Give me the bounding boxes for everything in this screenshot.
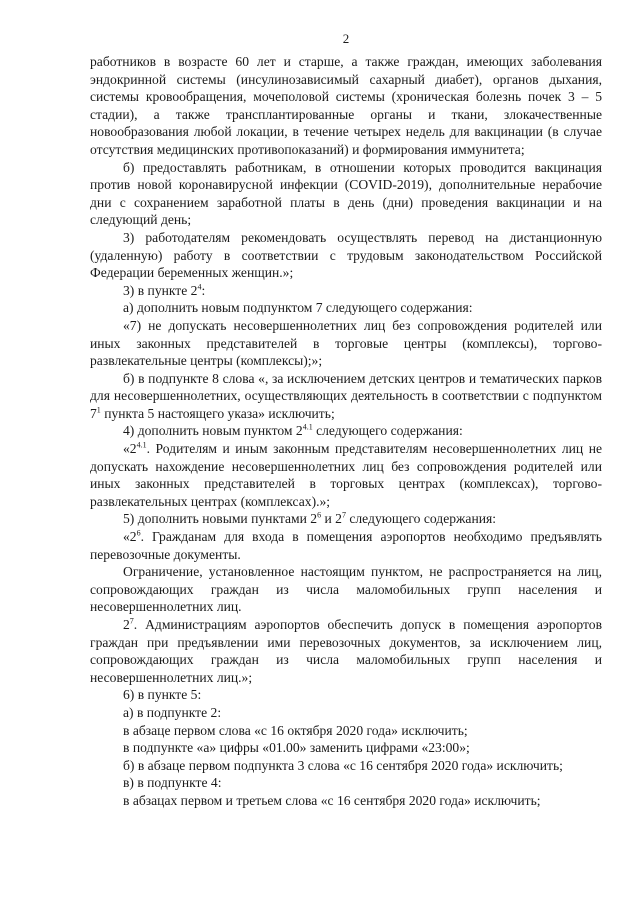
text-run: 4) дополнить новым пунктом 2 [123, 423, 303, 439]
text-run: б) в абзаце первом подпункта 3 слова «с 16 сентября 2020 года» исключить; [123, 757, 563, 773]
text-run: «2 [123, 529, 137, 545]
paragraph-p3 [90, 229, 602, 282]
text-run: и 2 [321, 511, 342, 527]
text-run: «2 [123, 441, 137, 457]
page-number: 2 [342, 31, 350, 46]
paragraph-p2 [90, 159, 602, 229]
paragraph-p14 [90, 686, 602, 704]
document-body [90, 53, 602, 810]
text-run: а) в подпункте 2: [123, 704, 222, 720]
text-run: в абзацах первом и третьем слова «с 16 сентября 2020 года» исключить; [123, 792, 541, 808]
paragraph-p5 [90, 299, 602, 317]
superscript: 4 [197, 282, 202, 292]
superscript: 6 [136, 528, 141, 538]
paragraph-p6 [90, 317, 602, 370]
paragraph-p10 [90, 510, 602, 528]
text-run: 5) дополнить новыми пунктами 2 [123, 511, 318, 527]
text-run: б) в подпункте 8 слова «, за исключением детских центров и тематических парков для несовершеннолетних, осуществляющих деятельность в соответствии с подпунктом 7 [90, 370, 602, 421]
superscript: 7 [129, 616, 134, 626]
text-run: . Администрациям аэропортов обеспечить допуск в помещения аэропортов граждан при предъявлении ими перевозочных документов, за исключением лиц, сопровождающих граждан из числа маломобильных групп населения и несовершеннолетних лиц.»; [90, 617, 602, 685]
text-run: Ограничение, установленное настоящим пунктом, не распространяется на лиц, сопровождающих граждан из числа маломобильных групп населения и несовершеннолетних лиц. [90, 564, 602, 615]
text-run: в) в подпункте 4: [123, 775, 222, 791]
paragraph-p11 [90, 528, 602, 563]
superscript: 4.1 [302, 422, 313, 432]
paragraph-p8 [90, 422, 602, 440]
superscript: 7 [341, 510, 346, 520]
superscript: 1 [96, 405, 101, 415]
paragraph-p20 [90, 792, 602, 810]
text-run: в абзаце первом слова «с 16 октября 2020 года» исключить; [123, 722, 468, 738]
paragraph-p9 [90, 440, 602, 510]
paragraph-p19 [90, 774, 602, 792]
text-run: следующего содержания: [345, 511, 497, 527]
paragraph-p13 [90, 616, 602, 686]
paragraph-p18 [90, 757, 602, 775]
text-run: . Родителям и иным законным представителям несовершеннолетних лиц не допускать нахождение несовершеннолетних лиц без сопровождения родителей или иных законных представителей в торговых центрах (комплексах), торгово-развлекательных центрах (комплексах).»; [90, 441, 602, 509]
text-run: 6) в пункте 5: [123, 687, 202, 703]
superscript: 6 [317, 510, 322, 520]
text-run: 3) работодателям рекомендовать осуществлять перевод на дистанционную (удаленную) работу в соответствии с трудовым законодательством Российской Федерации беременных женщин.»; [90, 229, 602, 281]
text-run: работников в возрасте 60 лет и старше, а также граждан, имеющих заболевания эндокринной системы (инсулинозависимый сахарный диабет), органов дыхания, системы кровообращения, мочеполовой системы (хроническая болезнь почек 3 – 5 стадии), а также трансплантированные органы и ткани, злокачественные новообразования любой локации, в течение четырех недель для вакцинации (в случае отсутствия медицинских противопоказаний) и формирования иммунитета; [90, 54, 602, 157]
text-run: пункта 5 настоящего указа» исключить; [100, 405, 335, 421]
superscript: 4.1 [136, 440, 147, 450]
paragraph-p12 [90, 563, 602, 616]
paragraph-p7 [90, 370, 602, 423]
text-run: . Гражданам для входа в помещения аэропортов необходимо предъявлять перевозочные документы. [90, 529, 602, 562]
text-run: «7) не допускать несовершеннолетних лиц без сопровождения родителей или иных законных представителей в торговые центры (комплексы), торгово-развлекательные центры (комплексы);»; [90, 317, 602, 369]
text-run: : [201, 282, 206, 298]
text-run: следующего содержания: [312, 423, 463, 439]
text-run: 2 [123, 617, 130, 632]
paragraph-p16 [90, 722, 602, 740]
paragraph-p1 [90, 53, 602, 159]
text-run: а) дополнить новым подпунктом 7 следующего содержания: [123, 300, 473, 316]
text-run: 3) в пункте 2 [123, 282, 198, 298]
text-run: б) предоставлять работникам, в отношении которых проводится вакцинация против новой коронавирусной инфекции (COVID-2019), дополнительные нерабочие дни с сохранением заработной платы в день (дни) проведения вакцинации и на следующий день; [90, 159, 602, 228]
paragraph-p17 [90, 739, 602, 757]
paragraph-p15 [90, 704, 602, 722]
paragraph-p4 [90, 282, 602, 300]
text-run: в подпункте «а» цифры «01.00» заменить цифрами «23:00»; [123, 740, 470, 756]
